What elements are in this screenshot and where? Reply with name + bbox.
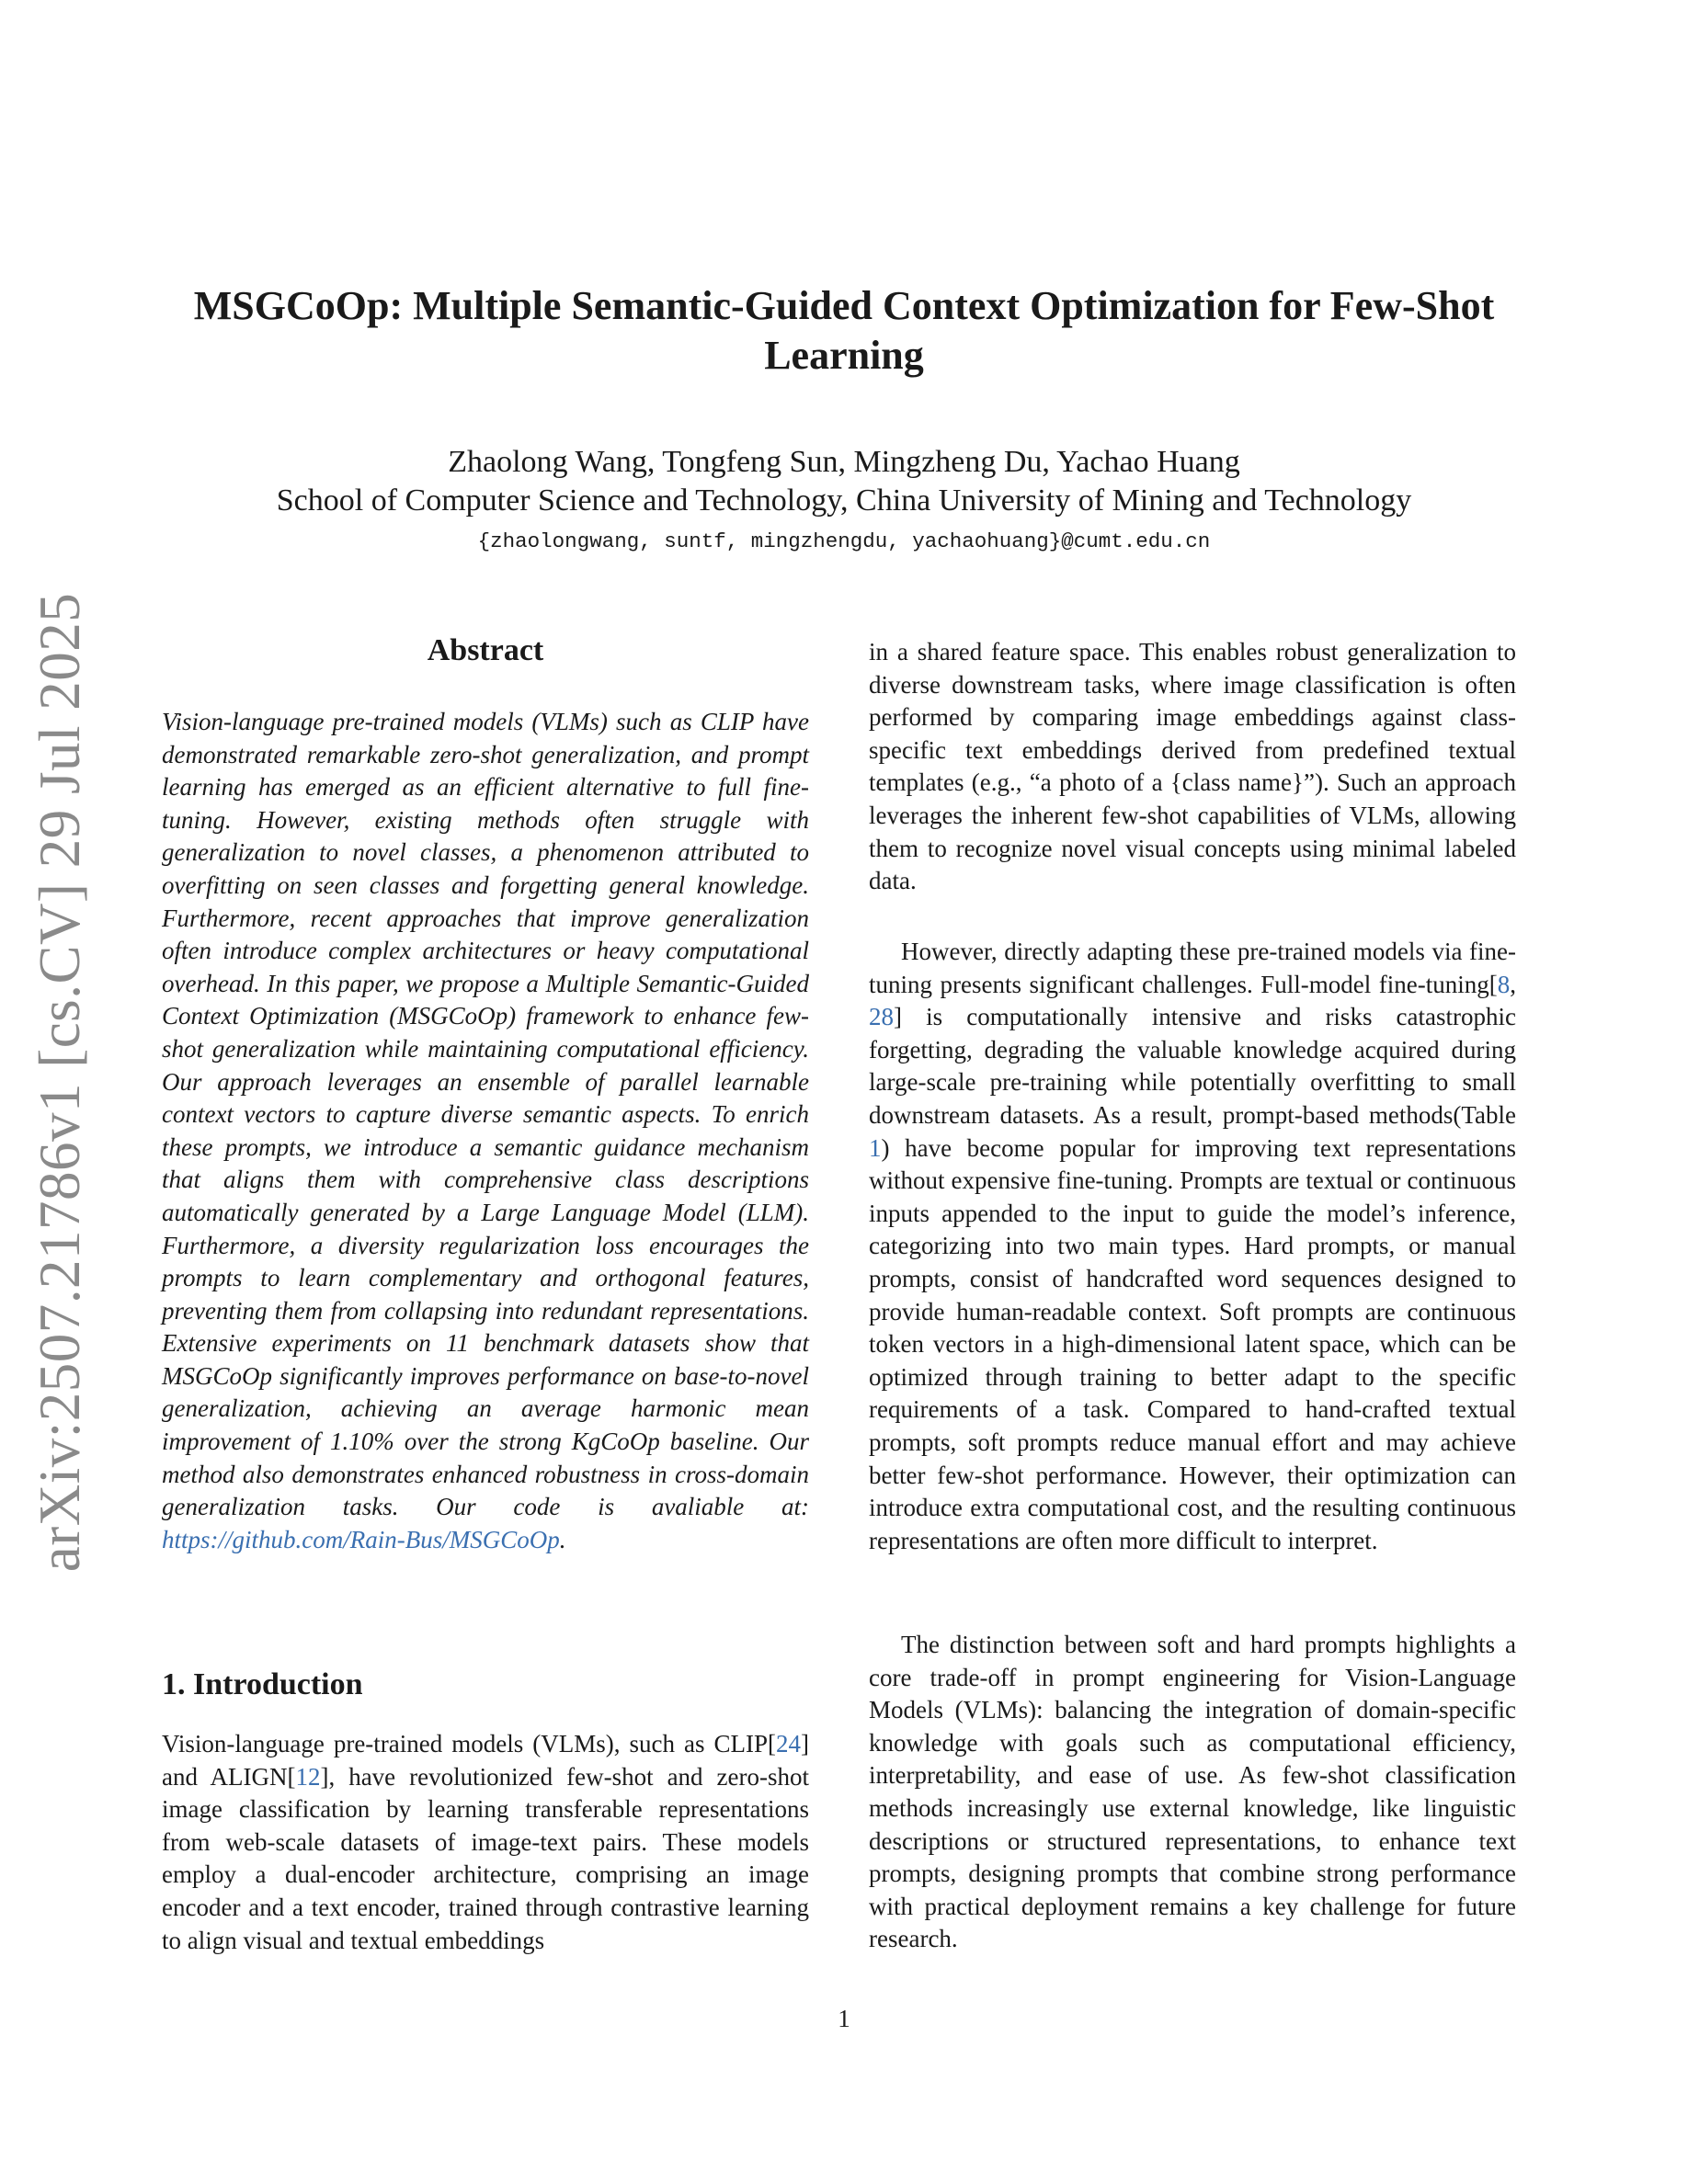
abstract-end: . [559, 1525, 566, 1553]
section-heading-introduction: 1. Introduction [162, 1667, 363, 1701]
introduction-paragraph-1 [162, 1728, 809, 1957]
abstract-text: Vision-language pre-trained models (VLMs) such as CLIP have demonstrated remarkable zero-shot generalization, and prompt learning has emerged as an efficient alternative to full fine-tuning. However, existing methods often struggle with generalization to novel classes, a phenomenon attributed to overfitting on seen classes and forgetting general knowledge. Furthermore, recent approaches that improve generalization often introduce complex architectures or heavy computational overhead. In this paper, we propose a Multiple Semantic-Guided Context Optimization (MSGCoOp) framework to enhance few-shot generalization while maintaining computational efficiency. Our approach leverages an ensemble of parallel learnable context vectors to capture diverse semantic aspects. To enrich these prompts, we introduce a semantic guidance mechanism that aligns them with comprehensive class descriptions automatically generated by a Large Language Model (LLM). Furthermore, a diversity regularization loss encourages the prompts to learn complementary and orthogonal features, preventing them from collapsing into redundant representations. Extensive experiments on 11 benchmark datasets show that MSGCoOp significantly improves performance on base-to-novel generalization, achieving an average harmonic mean improvement of 1.10% over the strong KgCoOp baseline. Our method also demonstrates enhanced robustness in cross-domain generalization tasks. Our code is avaliable at: [162, 708, 809, 1521]
paper-title: MSGCoOp: Multiple Semantic-Guided Context Optimization for Few-Shot Learning [193, 283, 1495, 378]
author-list: Zhaolong Wang, Tongfeng Sun, Mingzheng Du, Yachao Huang [448, 445, 1240, 479]
citation-link[interactable]: 24 [776, 1730, 801, 1757]
table-reference-link[interactable]: 1 [869, 1133, 882, 1162]
intro-text: ) have become popular for improving text representations without expensive fine-tuning. Prompts are textual or continuous inputs appended to the input to guide the model’s inference, categorizing into two main types. Hard prompts, or manual prompts, consist of handcrafted word sequences designed to provide human-readable context. Soft prompts are continuous token vectors in a high-dimensional latent space, which can be optimized through training to better adapt to the specific requirements of a task. Compared to hand-crafted textual prompts, soft prompts reduce manual effort and may achieve better few-shot performance. However, their optimization can introduce extra computational cost, and the resulting continuous representations are often more difficult to interpret. [869, 1133, 1516, 1554]
arxiv-identifier: arXiv:2507.21786v1 [cs.CV] 29 Jul 2025 [28, 592, 93, 1572]
intro-text: , [1510, 970, 1516, 998]
intro-text: ] and ALIGN[ [162, 1730, 809, 1791]
intro-text: However, directly adapting these pre-trained models via fine-tuning presents significant challenges. Full-model fine-tuning[ [869, 938, 1516, 998]
author-emails: {zhaolongwang, suntf, mingzhengdu, yachaohuang}@cumt.edu.cn [477, 529, 1211, 553]
code-link[interactable]: https://github.com/Rain-Bus/MSGCoOp [162, 1525, 560, 1553]
citation-link[interactable]: 8 [1497, 970, 1511, 998]
abstract-heading: Abstract [427, 633, 544, 667]
intro-text: Vision-language pre-trained models (VLMs), such as CLIP[ [162, 1730, 776, 1757]
introduction-paragraph-2 [869, 936, 1516, 1557]
introduction-paragraph-continued: in a shared feature space. This enables robust generalization to diverse downstream tasks, where image classification is often performed by comparing image embeddings against class-specific text embeddings derived from predefined textual templates (e.g., “a photo of a {class name}”). Such an approach leverages the inherent few-shot capabilities of VLMs, allowing them to recognize novel visual concepts using minimal labeled data. [869, 638, 1516, 895]
abstract-body [162, 706, 809, 1556]
citation-link[interactable]: 28 [869, 1003, 894, 1031]
arxiv-watermark [22, 592, 99, 1572]
page-number: 1 [838, 2005, 850, 2032]
intro-text: ] is computationally intensive and risks catastrophic forgetting, degrading the valuable knowledge acquired during large-scale pre-training while potentially overfitting to small downstream datasets. As a result, prompt-based methods(Table [869, 1003, 1516, 1129]
introduction-paragraph-3: The distinction between soft and hard prompts highlights a core trade-off in prompt engineering for Vision-Language Models (VLMs): balancing the integration of domain-specific knowledge with goals such as computational efficiency, interpretability, and ease of use. As few-shot classification methods increasingly use external knowledge, like linguistic descriptions or structured representations, to enhance text prompts, designing prompts that combine strong performance with practical deployment remains a key challenge for future research. [869, 1631, 1516, 1953]
citation-link[interactable]: 12 [295, 1762, 321, 1791]
intro-text: ], have revolutionized few-shot and zero-shot image classification by learning transferable representations from web-scale datasets of image-text pairs. These models employ a dual-encoder architecture, comprising an image encoder and a text encoder, trained through contrastive learning to align visual and textual embeddings [162, 1762, 810, 1954]
affiliation: School of Computer Science and Technology, China University of Mining and Technology [276, 483, 1412, 518]
